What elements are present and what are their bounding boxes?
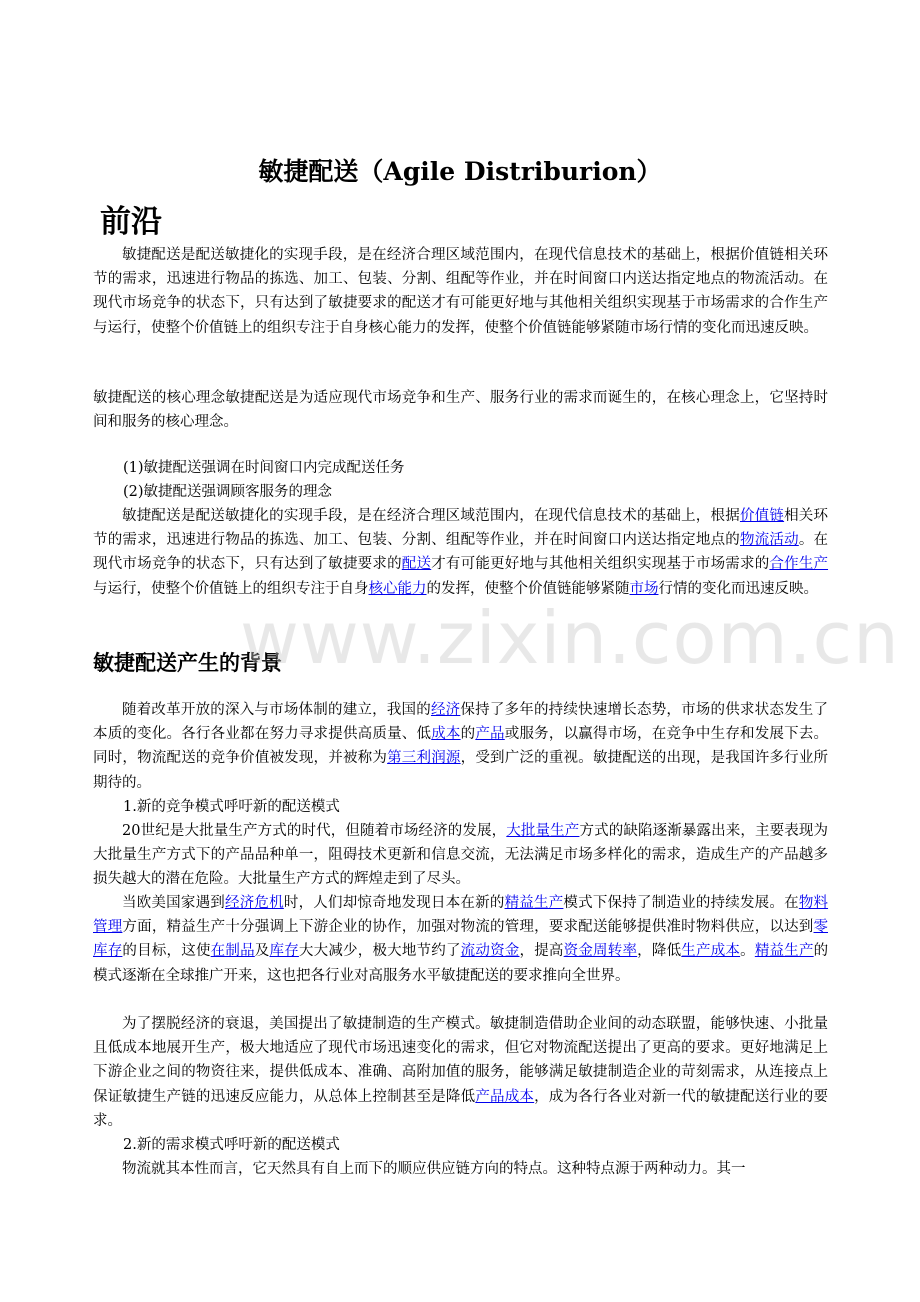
text-run: 模式下保持了制造业的持续发展。在 <box>563 895 799 911</box>
link-working-capital[interactable]: 流动资金 <box>460 943 520 960</box>
text-run: 大大减少，极大地节约了 <box>298 943 461 960</box>
link-mass-production[interactable]: 大批量生产 <box>506 823 580 839</box>
text-run: 。 <box>740 943 755 960</box>
text-run: 相关环节的需求，迅速进行物品的拣选、加工、包装、分割、组配等作业，并在时间窗口内送达指定地点的 <box>93 508 829 549</box>
watermark: www.zixin.com.cn <box>240 596 900 680</box>
background-paragraph <box>93 698 828 795</box>
link-economic-crisis[interactable]: 经济危机 <box>225 895 284 911</box>
text-run: 方面，精益生产十分强调上下游企业的协作，加强对物流的管理，要求配送能够提供准时物料供应，以达到 <box>122 919 814 936</box>
text-run: 。在现代市场竞争的状态下，只有达到了敏捷要求的 <box>93 532 829 573</box>
text-run: ，成为各行各业对新一代的敏捷配送行业的要求。 <box>93 1088 829 1129</box>
link-zero-inventory[interactable]: 零库存 <box>93 919 829 960</box>
link-capital-turnover[interactable]: 资金周转率 <box>563 943 638 960</box>
text-run: 的模式逐渐在全球推广开来，这也把各行业对高服务水平敏捷配送的要求推向全世界。 <box>93 943 829 984</box>
link-material-management[interactable]: 物料管理 <box>93 895 829 936</box>
link-core-competence[interactable]: 核心能力 <box>368 580 427 597</box>
text-run: 及 <box>254 943 270 960</box>
text-run: 方式的缺陷逐渐暴露出来，主要表现为大批量生产方式下的产品品种单一，阻碍技术更新和信息交流，无法满足市场多样化的需求，造成生产的产品越多损失越大的潜在危险。大批量生产方式的辉煌走到了尽头。 <box>93 823 829 888</box>
link-inventory[interactable]: 库存 <box>269 943 299 960</box>
subheading-competition-mode: 1.新的竞争模式呼吁新的配送模式 <box>123 799 340 815</box>
demand-paragraph: 物流就其本性而言，它天然具有自上而下的顺应供应链方向的特点。这种特点源于两种动力。其一 <box>122 1161 746 1177</box>
text-run: 才有可能更好地与其他相关组织实现基于市场需求的 <box>431 556 770 573</box>
link-product[interactable]: 产品 <box>475 726 505 743</box>
text-run: ，降低 <box>637 943 682 960</box>
link-logistics-activity[interactable]: 物流活动 <box>739 532 799 549</box>
text-run: ，受到广泛的重视。敏捷配送的出现，是我国许多行业所期待的。 <box>93 750 829 791</box>
link-market[interactable]: 市场 <box>629 580 659 597</box>
lean-production-paragraph <box>93 891 828 988</box>
text-run: 20世纪是大批量生产方式的时代，但随着市场经济的发展， <box>122 823 507 839</box>
definition-paragraph <box>93 504 828 601</box>
intro-paragraph: 敏捷配送是配送敏捷化的实现手段，是在经济合理区域范围内，在现代信息技术的基础上，根据价值链相关环节的需求，迅速进行物品的拣选、加工、包装、分割、组配等作业，并在时间窗口内送达指定地点的物流活动。在现代市场竞争的状态下，只有达到了敏捷要求的配送才有可能更好地与其他相关组织实现基于市场需求的合作生产与运行，使整个价值链上的组织专注于自身核心能力的发挥，使整个价值链能够紧随市场行情的变化而迅速反映。 <box>93 247 828 336</box>
link-third-profit-source[interactable]: 第三利润源 <box>387 750 461 767</box>
preface-heading: 前沿 <box>100 204 162 240</box>
agile-manufacturing-paragraph <box>93 1012 828 1133</box>
text-run: ，提高 <box>519 943 564 960</box>
text-run: 的发挥，使整个价值链能够紧随 <box>426 580 630 597</box>
mass-production-paragraph <box>93 819 828 892</box>
link-product-cost[interactable]: 产品成本 <box>475 1088 535 1105</box>
list-item-customer-service: (2)敏捷配送强调顾客服务的理念 <box>123 484 333 500</box>
text-run: 保持了多年的持续快速增长态势，市场的供求状态发生了本质的变化。各行各业都在努力寻求提供高质量、低 <box>93 702 829 743</box>
link-lean-production[interactable]: 精益生产 <box>504 895 564 911</box>
text-run: 为了摆脱经济的衰退，美国提出了敏捷制造的生产模式。敏捷制造借助企业间的动态联盟，能够快速、小批量且低成本地展开生产，极大地适应了现代市场迅速变化的需求，但它对物流配送提出了更高的要求。更好地满足上下游企业之间的物资往来，提供低成本、准确、高附加值的服务，能够满足敏捷制造企业的苛刻需求，从连接点上保证敏捷生产链的迅速反应能力，从总体上控制甚至是降低 <box>93 1016 828 1105</box>
link-production-cost[interactable]: 生产成本 <box>681 943 741 960</box>
document-title: 敏捷配送（Agile Distriburion） <box>258 157 662 186</box>
link-work-in-process[interactable]: 在制品 <box>210 943 255 960</box>
link-economy[interactable]: 经济 <box>430 702 461 718</box>
link-lean-production-2[interactable]: 精益生产 <box>754 943 814 960</box>
subheading-demand-mode: 2.新的需求模式呼吁新的配送模式 <box>123 1137 340 1153</box>
link-distribution[interactable]: 配送 <box>401 556 432 573</box>
text-run: 敏捷配送是配送敏捷化的实现手段，是在经济合理区域范围内，在现代信息技术的基础上，根据 <box>122 508 740 524</box>
text-run: 随着改革开放的深入与市场体制的建立，我国的 <box>122 702 431 718</box>
text-run: 行情的变化而迅速反映。 <box>658 580 818 597</box>
background-heading: 敏捷配送产生的背景 <box>93 650 282 675</box>
link-cost[interactable]: 成本 <box>431 726 461 743</box>
text-run: 或服务，以赢得市场，在竞争中生存和发展下去。同时，物流配送的竞争价值被发现，并被称为 <box>93 726 829 767</box>
text-run: 的 <box>460 726 476 743</box>
list-item-time-window: (1)敏捷配送强调在时间窗口内完成配送任务 <box>123 460 405 476</box>
text-run: 时，人们却惊奇地发现日本在新的 <box>283 895 505 911</box>
link-value-chain[interactable]: 价值链 <box>739 508 785 524</box>
link-cooperative-production[interactable]: 合作生产 <box>769 556 829 573</box>
text-run: 的目标，这使 <box>122 943 211 960</box>
core-concept-paragraph: 敏捷配送的核心理念敏捷配送是为适应现代市场竞争和生产、服务行业的需求而诞生的，在核心理念上，它坚持时间和服务的核心理念。 <box>93 390 828 431</box>
text-run: 当欧美国家遇到 <box>122 895 225 911</box>
text-run: 与运行，使整个价值链上的组织专注于自身 <box>93 580 369 597</box>
